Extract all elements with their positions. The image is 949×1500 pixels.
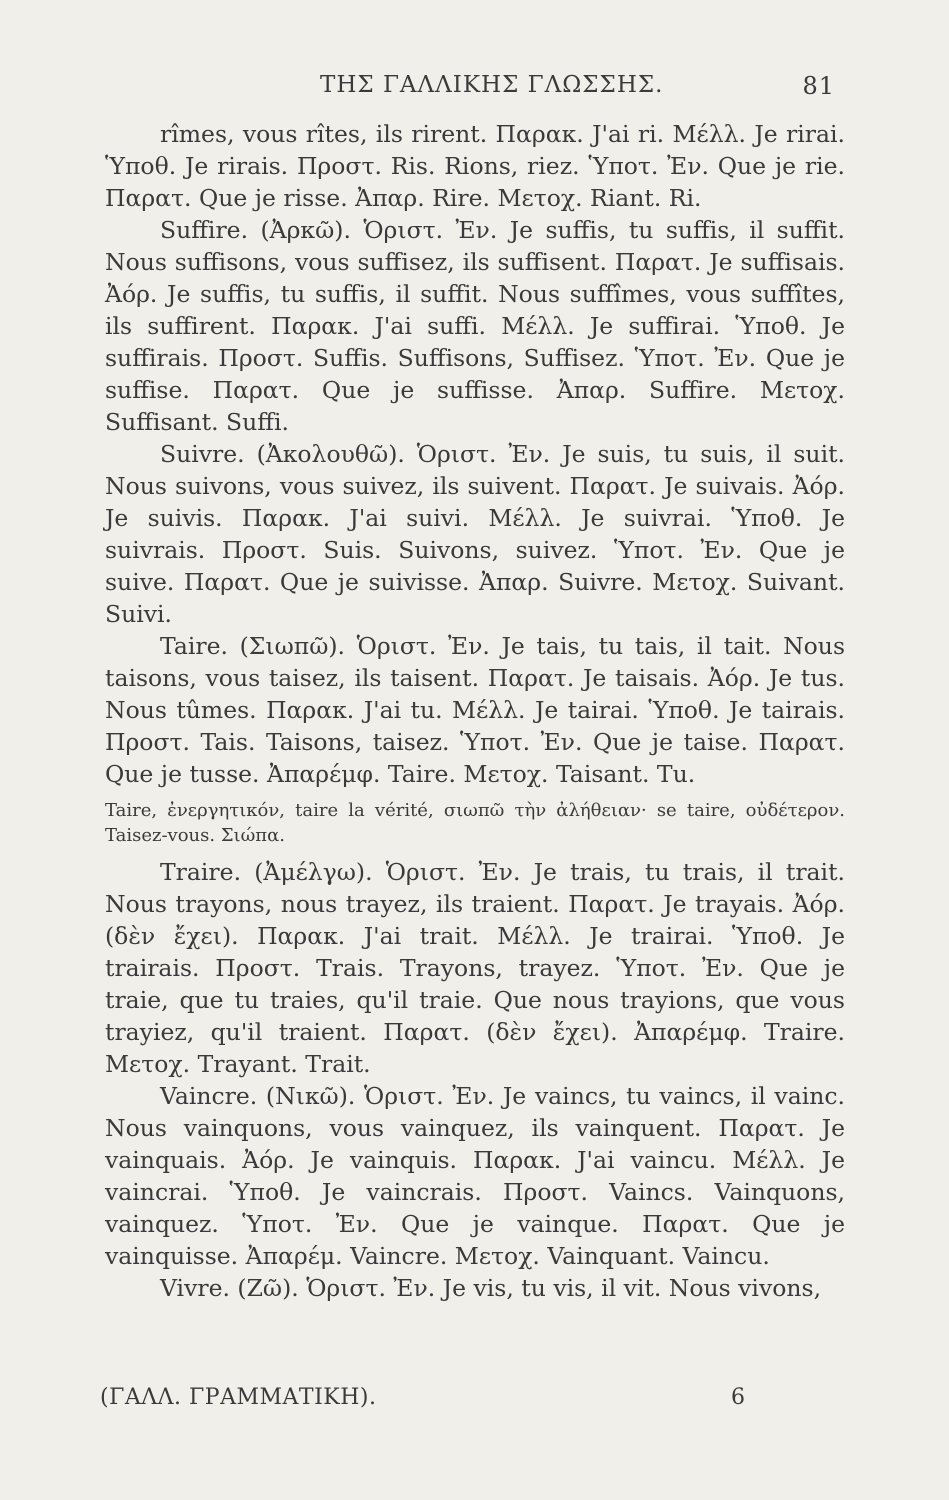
verb-entry-suivre: Suivre. (Ἀκολουθῶ). Ὁριστ. Ἐν. Je suis, tu suis, il suit. Nous suivons, vous suivez, ils suivent. Παρατ. Je suivais. Ἀόρ. Je suivis. Παρακ. J'ai suivi. Μέλλ. Je suivrai. Ὑποθ. Je suivrais. Προστ. Suis. Suivons, suivez. Ὑποτ. Ἐν. Que je suive. Παρατ. Que je suivisse. Ἀπαρ. Suivre. Μετοχ. Suivant. Suivi. bbox=[105, 440, 845, 628]
sheet-number: 6 bbox=[731, 1385, 745, 1410]
page-footer bbox=[100, 1385, 745, 1419]
taire-note: Taire, ἐνεργητικόν, taire la vérité, σιωπῶ τὴν ἀλήθειαν· se taire, οὐδέτερον. Taisez-vous. Σιώπα. bbox=[105, 800, 845, 846]
running-header bbox=[120, 72, 835, 108]
verb-entry-suffire: Suffire. (Ἀρκῶ). Ὁριστ. Ἐν. Je suffis, tu suffis, il suffit. Nous suffisons, vous suffisez, ils suffisent. Παρατ. Je suffisais. Ἀόρ. Je suffis, tu suffis, il suffit. Nous suffîmes, vous suffîtes, ils suffirent. Παρακ. J'ai suffi. Μέλλ. Je suffirai. Ὑποθ. Je suffirais. Προστ. Suffis. Suffisons, Suffisez. Ὑποτ. Ἐν. Que je suffise. Παρατ. Que je suffisse. Ἀπαρ. Suffire. Μετοχ. Suffisant. Suffi. bbox=[105, 216, 845, 436]
verb-entry-vaincre: Vaincre. (Νικῶ). Ὁριστ. Ἐν. Je vaincs, tu vaincs, il vainc. Nous vainquons, vous vainquez, ils vainquent. Παρατ. Je vainquais. Ἀόρ. Je vainquis. Παρακ. J'ai vaincu. Μέλλ. Je vaincrai. Ὑποθ. Je vaincrais. Προστ. Vaincs. Vainquons, vainquez. Ὑποτ. Ἐν. Que je vainque. Παρατ. Que je vainquisse. Ἀπαρέμ. Vaincre. Μετοχ. Vainquant. Vaincu. bbox=[105, 1082, 845, 1270]
verb-entry-traire: Traire. (Ἀμέλγω). Ὁριστ. Ἐν. Je trais, tu trais, il trait. Nous trayons, nous trayez, ils traient. Παρατ. Je trayais. Ἀόρ. (δὲν ἔχει). Παρακ. J'ai trait. Μέλλ. Je trairai. Ὑποθ. Je trairais. Προστ. Trais. Trayons, trayez. Ὑποτ. Ἐν. Que je traie, que tu traies, qu'il traie. Que nous trayions, que vous trayiez, qu'il traient. Παρατ. (δὲν ἔχει). Ἀπαρέμφ. Traire. Μετοχ. Trayant. Trait. bbox=[105, 858, 845, 1078]
signature-mark: (ΓΑΛΛ. ΓΡΑΜΜΑΤΙΚΗ). bbox=[100, 1385, 377, 1410]
page-body bbox=[105, 118, 845, 1304]
verb-entry-rire-continuation: rîmes, vous rîtes, ils rirent. Παρακ. J'ai ri. Μέλλ. Je rirai. Ὑποθ. Je rirais. Προστ. Ris. Rions, riez. Ὑποτ. Ἐν. Que je rie. Παρατ. Que je risse. Ἀπαρ. Rire. Μετοχ. Riant. Ri. bbox=[105, 120, 845, 212]
verb-entry-vivre: Vivre. (Ζῶ). Ὁριστ. Ἐν. Je vis, tu vis, il vit. Nous vivons, bbox=[160, 1274, 822, 1302]
verb-entry-taire: Taire. (Σιωπῶ). Ὁριστ. Ἐν. Je tais, tu tais, il tait. Nous taisons, vous taisez, ils taisent. Παρατ. Je taisais. Ἀόρ. Je tus. Nous tûmes. Παρακ. J'ai tu. Μέλλ. Je tairai. Ὑποθ. Je tairais. Προστ. Tais. Taisons, taisez. Ὑποτ. Ἐν. Que je taise. Παρατ. Que je tusse. Ἀπαρέμφ. Taire. Μετοχ. Taisant. Tu. bbox=[105, 632, 845, 788]
running-title: ΤΗΣ ΓΑΛΛΙΚΗΣ ΓΛΩΣΣΗΣ. bbox=[320, 72, 664, 98]
page-number: 81 bbox=[802, 72, 835, 100]
